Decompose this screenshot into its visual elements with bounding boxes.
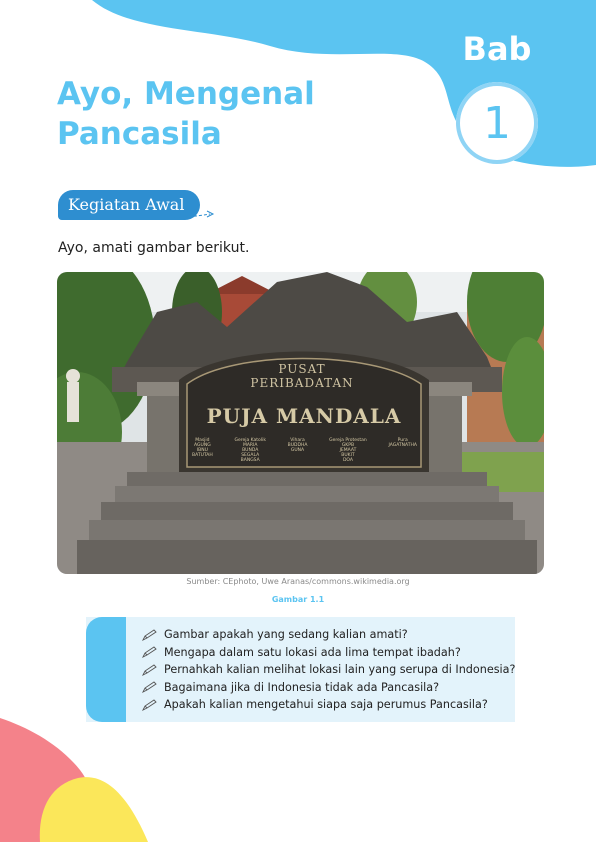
figure-source: Sumber: CEphoto, Uwe Aranas/commons.wikimedia.org (186, 577, 410, 586)
question-text: Apakah kalian mengetahui siapa saja perumus Pancasila? (164, 698, 488, 712)
list-item (142, 626, 515, 644)
section-badge: Kegiatan Awal (58, 190, 200, 220)
list-item (142, 661, 515, 679)
sign-main-text: PUJA MANDALA (206, 404, 402, 428)
sign-column-masjid: Masjid AGUNG IBNU BATUTAH (192, 438, 213, 458)
pencil-icon (142, 681, 158, 693)
question-text: Gambar apakah yang sedang kalian amati? (164, 628, 408, 642)
intro-text: Ayo, amati gambar berikut. (58, 240, 250, 256)
question-box-accent (86, 617, 126, 722)
question-text: Bagaimana jika di Indonesia tidak ada Pancasila? (164, 680, 440, 694)
list-item (142, 696, 515, 714)
page-title-line-2: Pancasila (57, 116, 222, 152)
question-text: Mengapa dalam satu lokasi ada lima tempat ibadah? (164, 645, 461, 659)
pencil-icon (142, 699, 158, 711)
question-list (142, 626, 515, 714)
list-item (142, 644, 515, 662)
chapter-label: Bab (462, 30, 532, 68)
sign-column-pura: Pura JAGATNATHA (388, 438, 417, 448)
pencil-icon (142, 664, 158, 676)
pencil-icon (142, 629, 158, 641)
list-item (142, 679, 515, 697)
page-title (57, 74, 357, 154)
sign-columns (192, 438, 417, 463)
chapter-number-badge (456, 82, 538, 164)
sign-column-gereja-protestan: Gereja Protestan GKPB JEMAAT BUKIT DOA (329, 438, 367, 463)
figure-caption: Gambar 1.1 (271, 595, 325, 604)
section-badge-underline (112, 209, 216, 221)
sign-arch-text: PUSAT PERIBADATAN (250, 362, 354, 390)
question-text: Pernahkah kalian melihat lokasi lain yang serupa di Indonesia? (164, 663, 516, 677)
pencil-icon (142, 646, 158, 658)
sign-column-gereja-katolik: Gereja Katolik MARIA BUNDA SEGALA BANGSA (234, 438, 266, 463)
chapter-number: 1 (483, 97, 511, 149)
page-title-line-1: Ayo, Mengenal (57, 76, 315, 112)
figure-photo (57, 272, 544, 574)
sign-column-vihara: Vihara BUDDHA GUNA (287, 438, 308, 453)
